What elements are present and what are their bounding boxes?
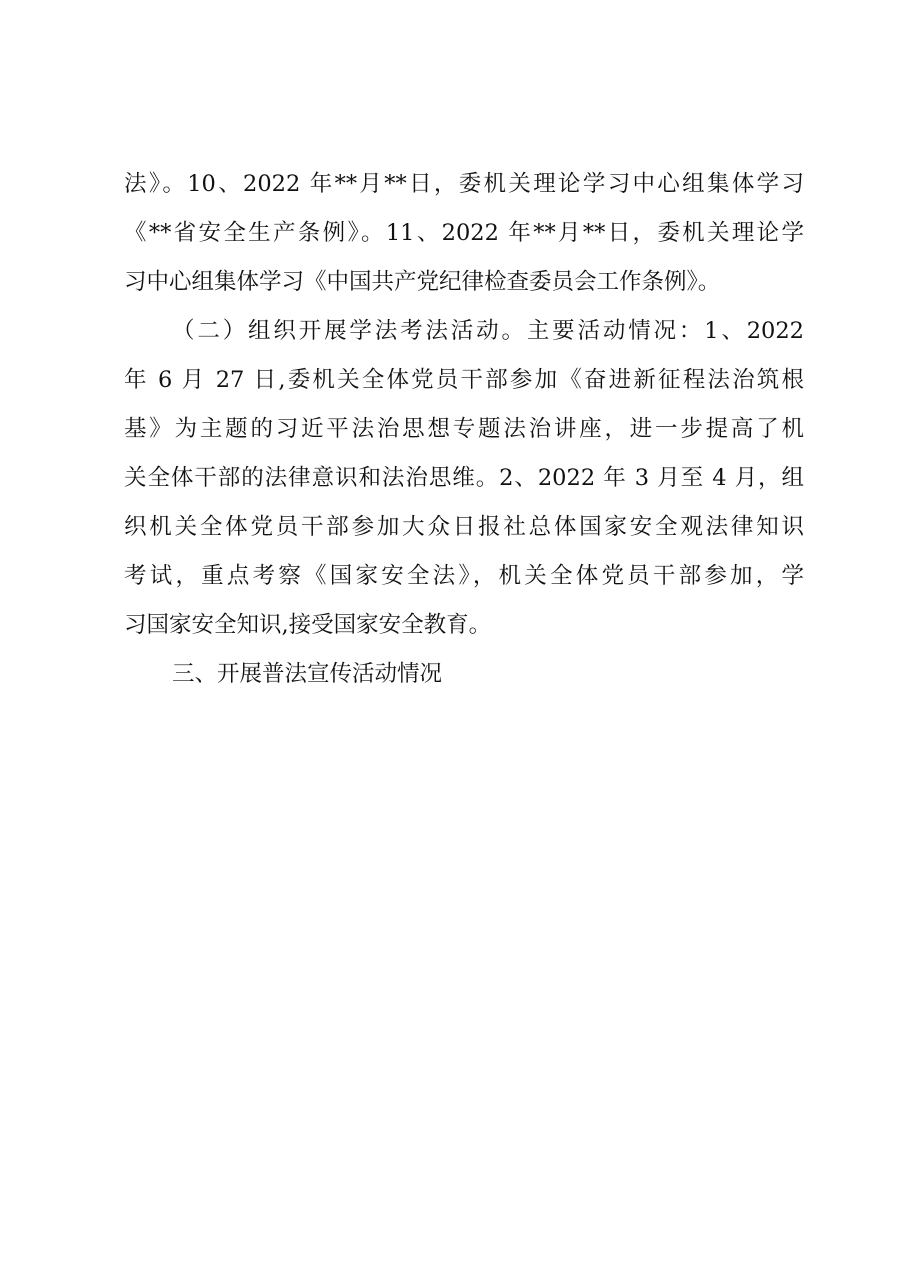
paragraph-2-line-6: 考试，重点考察《国家安全法》，机关全体党员干部参加，学 xyxy=(124,563,804,589)
paragraph-2-line-7: 习国家安全知识,接受国家安全教育。 xyxy=(124,612,492,638)
paragraph-2-line-1: （二）组织开展学法考法活动。主要活动情况：1、2022 xyxy=(172,318,804,344)
paragraph-2-line-3: 基》为主题的习近平法治思想专题法治讲座，进一步提高了机 xyxy=(124,416,804,442)
paragraph-2-line-5: 织机关全体党员干部参加大众日报社总体国家安全观法律知识 xyxy=(124,514,804,540)
paragraph-1-line-3: 习中心组集体学习《中国共产党纪律检查委员会工作条例》。 xyxy=(124,269,721,295)
paragraph-1-line-2: 《**省安全生产条例》。11、2022 年**月**日，委机关理论学 xyxy=(124,220,804,246)
paragraph-1-line-1: 法》。10、2022 年**月**日，委机关理论学习中心组集体学习 xyxy=(124,171,804,197)
section-heading: 三、开展普法宣传活动情况 xyxy=(172,661,443,687)
paragraph-2-line-4: 关全体干部的法律意识和法治思维。2、2022 年 3 月至 4 月，组 xyxy=(124,465,804,491)
paragraph-2-line-2: 年 6 月 27 日,委机关全体党员干部参加《奋进新征程法治筑根 xyxy=(124,367,804,393)
